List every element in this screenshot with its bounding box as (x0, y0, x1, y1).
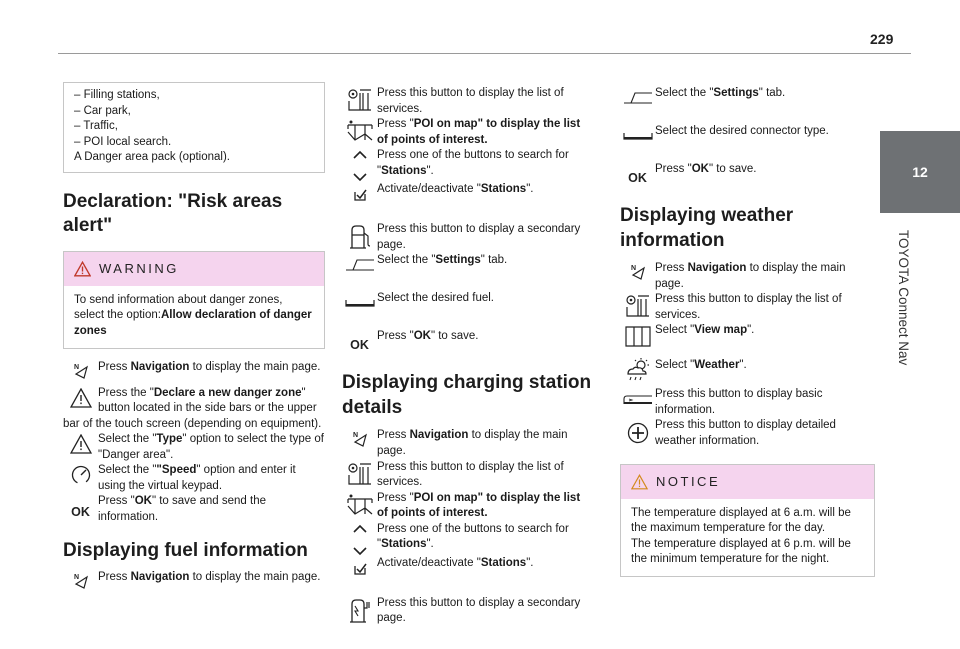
text-bold: Declare a new danger zone (153, 386, 302, 399)
text-part: " tab. (758, 87, 786, 99)
step-ok-save (342, 329, 594, 355)
text-part: " option and enter it using the virtual keypad. (98, 464, 296, 492)
step-type (63, 432, 325, 463)
step-weather (620, 355, 875, 381)
text-bold: Navigation (130, 360, 190, 373)
notice-box (620, 464, 875, 577)
settings-tab-icon (620, 86, 655, 112)
text-bold: OK (413, 330, 431, 343)
warning-header (64, 252, 324, 286)
text-bold: Navigation (130, 570, 190, 583)
text-bold: View map (694, 324, 748, 337)
text-part: ". (426, 164, 434, 177)
step-ok-send (63, 494, 325, 525)
step-text (377, 428, 594, 459)
text-part: Select " (655, 324, 695, 337)
danger-triangle-icon (63, 386, 98, 412)
text-part: Press (377, 429, 410, 442)
text-part: Press (98, 360, 131, 373)
warning-icon (631, 474, 648, 490)
step-settings (342, 253, 594, 279)
text-bold: Stations (381, 538, 427, 551)
text-part: Press (655, 262, 688, 275)
step-poi (342, 117, 594, 148)
text-part: Select the " (98, 433, 157, 446)
step-navigation (63, 360, 325, 386)
step-text (98, 463, 325, 494)
text-bold: Settings (713, 87, 759, 99)
chevron-up-down-icon (342, 148, 377, 182)
poi-map-icon (342, 117, 377, 143)
page-number: 229 (870, 31, 894, 47)
text-bold: POI on map" to display the list of points of interest. (377, 491, 581, 520)
text-part: Press " (377, 491, 414, 504)
step-view-map (620, 323, 875, 349)
step-text (377, 253, 594, 269)
text-bold: Navigation (409, 429, 469, 442)
text-bold: OK (134, 495, 152, 508)
svg-text:N: N (73, 573, 79, 581)
text-bold: Stations (480, 556, 527, 569)
text-bold: Weather (694, 359, 740, 372)
step-text (377, 182, 594, 198)
info-bar-icon (620, 387, 655, 413)
list-bar-icon (620, 124, 655, 150)
step-text (98, 570, 325, 586)
list-item: – Car park, (74, 104, 131, 117)
poi-map-icon (342, 491, 377, 517)
list-item: – Filling stations, (74, 89, 160, 101)
svg-text:N: N (352, 432, 358, 440)
step-text: Press this button to display basic information. (655, 388, 823, 416)
step-text: Press this button to display a secondary page. (377, 223, 581, 251)
text-part: " to save. (430, 330, 479, 343)
text-part: " tab. (480, 254, 508, 267)
text-part: Press " (377, 118, 414, 131)
fuel-pump-icon (342, 222, 377, 248)
notice-text: The temperature displayed at 6 a.m. will be the maximum temperature for the day. (631, 506, 851, 535)
step-navigation (620, 261, 875, 292)
chevron-up-down-icon (342, 522, 377, 556)
text-part: ". (426, 538, 434, 551)
text-part: Press " (98, 495, 135, 508)
settings-tab-icon (342, 253, 377, 279)
weather-steps (620, 261, 875, 449)
notice-title: NOTICE (656, 473, 721, 489)
step-search (342, 148, 594, 182)
speedometer-icon (63, 463, 98, 489)
step-secondary (342, 596, 594, 627)
text-part: Press the " (98, 386, 154, 399)
column-1 (63, 82, 325, 596)
text-bold: Stations (381, 164, 427, 177)
text-part: Select the " (377, 254, 436, 267)
text-part: Press one of the buttons to search for " (377, 522, 569, 551)
text-part: Select the " (655, 87, 714, 99)
step-text (98, 494, 325, 525)
text-part: ". (739, 359, 747, 372)
text-part: to display the main page. (189, 570, 321, 583)
heading-charging: Displaying charging station details (342, 372, 592, 418)
text-bold: "Speed (156, 464, 197, 477)
heading-weather: Displaying weather information (620, 205, 794, 251)
text-part: Activate/deactivate " (377, 556, 481, 569)
notice-text: The temperature displayed at 6 p.m. will be the minimum temperature for the night. (631, 537, 851, 566)
step-text (377, 117, 594, 148)
step-fuel-navigation (63, 570, 325, 596)
ok-icon (63, 494, 98, 520)
svg-text:N: N (73, 363, 79, 371)
charging-plug-icon (342, 596, 377, 622)
step-activate (342, 182, 594, 208)
services-grid-icon (342, 86, 377, 112)
checkbox-icon (342, 182, 377, 208)
risk-steps (63, 360, 325, 526)
plus-circle-icon (620, 418, 655, 444)
list-box (63, 82, 325, 173)
text-part: ". (526, 183, 534, 196)
section-title: TOYOTA Connect Nav (896, 230, 911, 366)
text-part: Activate/deactivate " (377, 183, 481, 196)
text-part: Select the " (98, 464, 157, 477)
step-basic-info (620, 387, 875, 418)
navigation-icon (342, 428, 377, 454)
warning-text: To send information about danger zones, select the option: (74, 293, 283, 322)
step-text: Press this button to display the list of services. (655, 293, 842, 321)
ok-icon (620, 162, 655, 188)
warning-body (64, 286, 324, 348)
text-part: to display the main page. (377, 429, 568, 457)
step-text (377, 491, 594, 522)
warning-title: WARNING (99, 261, 179, 277)
text-part: to display the main page. (655, 262, 846, 290)
step-text (377, 556, 594, 572)
step-text (377, 329, 594, 345)
navigation-icon (63, 570, 98, 596)
column-2 (342, 86, 594, 627)
text-part: " to save and send the information. (98, 495, 266, 523)
step-text: Press this button to display the list of services. (377, 460, 564, 489)
step-text (655, 355, 875, 374)
text-bold: Stations (480, 183, 527, 196)
warning-icon (74, 261, 91, 277)
list-item: – POI local search. (74, 135, 172, 148)
weather-icon (620, 355, 655, 381)
text-part: Press (98, 570, 131, 583)
top-rule (58, 53, 911, 54)
services-grid-icon (620, 292, 655, 318)
step-text (98, 360, 325, 376)
text-part: to display the main page. (189, 360, 321, 373)
text-part: " button located in the side bars or the upper bar of the touch screen (depending on equipment). (63, 386, 322, 430)
text-part: ". (526, 556, 534, 569)
step-text (655, 86, 875, 102)
step-text (98, 432, 325, 463)
step-search (342, 522, 594, 556)
text-part: Select " (655, 359, 695, 372)
warning-option: Allow declaration of danger zones (74, 309, 312, 337)
step-text (655, 323, 875, 339)
step-navigation (342, 428, 594, 459)
step-activate (342, 556, 594, 582)
map-icon (620, 323, 655, 349)
navigation-icon (63, 360, 98, 386)
step-text: Press this button to display detailed weather information. (655, 419, 836, 447)
step-services (620, 292, 875, 323)
warning-box (63, 251, 325, 349)
step-connector (620, 124, 875, 150)
ok-label: OK (350, 338, 369, 353)
step-text (655, 162, 875, 178)
ok-icon (342, 329, 377, 355)
text-part: Press " (377, 330, 414, 343)
step-text: Select the desired connector type. (655, 125, 829, 137)
step-ok-save (620, 162, 875, 188)
section-label (892, 230, 916, 440)
list-item: – Traffic, (74, 120, 118, 133)
notice-body (621, 499, 874, 576)
step-declare (63, 386, 325, 433)
text-part: ". (747, 324, 755, 337)
text-part: Press " (655, 163, 692, 175)
text-bold: Type (156, 433, 183, 446)
step-speed (63, 463, 325, 494)
step-text: Press this button to display a secondary page. (377, 596, 581, 625)
navigation-icon (620, 261, 655, 287)
svg-text:N: N (630, 265, 636, 273)
ok-label: OK (628, 171, 647, 185)
text-part: " option to select the type of "Danger area". (98, 433, 324, 461)
step-settings (620, 86, 875, 112)
section-tab: 12 (880, 131, 960, 213)
step-text (377, 148, 594, 179)
column-3 (620, 86, 875, 577)
step-fuel-select (342, 291, 594, 317)
ok-label: OK (71, 505, 90, 520)
charging-steps (342, 428, 594, 626)
heading-risk-areas: Declaration: "Risk areas alert" (63, 190, 283, 237)
text-part: " to save. (708, 163, 757, 175)
step-text (655, 261, 875, 292)
text-bold: OK (691, 163, 709, 175)
checkbox-icon (342, 556, 377, 582)
text-part: Press one of the buttons to search for " (377, 149, 569, 177)
step-services (342, 86, 594, 117)
services-grid-icon (342, 460, 377, 486)
heading-fuel: Displaying fuel information (63, 540, 308, 562)
text-bold: Navigation (687, 262, 747, 275)
list-item: A Danger area pack (optional). (74, 151, 230, 164)
step-services (342, 460, 594, 491)
danger-triangle-icon (63, 432, 98, 458)
list-bar-icon (342, 291, 377, 317)
step-detailed-info (620, 418, 875, 449)
step-poi (342, 491, 594, 522)
step-text: Select the desired fuel. (377, 292, 494, 305)
step-secondary (342, 222, 594, 253)
text-bold: Settings (435, 254, 481, 267)
notice-header (621, 465, 874, 499)
text-bold: POI on map" to display the list of points of interest. (377, 118, 581, 146)
step-text (377, 522, 594, 553)
step-text: Press this button to display the list of services. (377, 87, 564, 115)
